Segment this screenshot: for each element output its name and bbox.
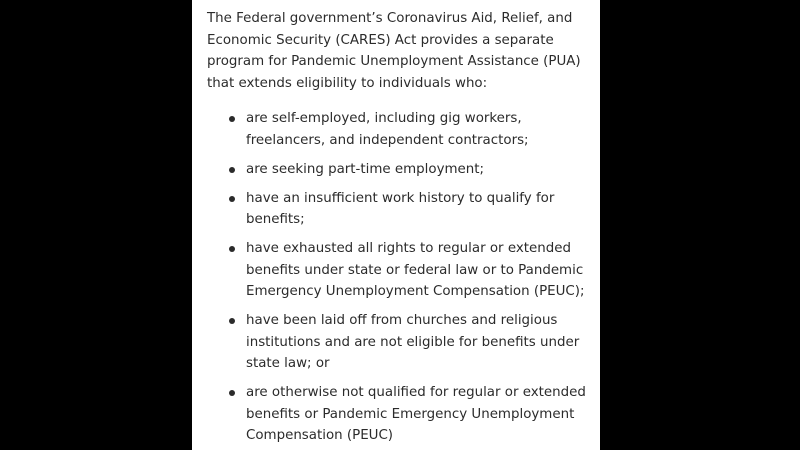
bullet-icon <box>229 246 235 252</box>
bullet-icon <box>229 196 235 202</box>
list-item-text: are otherwise not qualified for regular or extended benefits or Pandemic Emergency Unemployment Compensation (PEUC) <box>246 385 586 443</box>
list-item-text: have been laid off from churches and religious institutions and are not eligible for benefits under state law; or <box>246 313 580 371</box>
bullet-icon <box>229 390 235 396</box>
list-item <box>192 108 600 151</box>
intro-paragraph: The Federal government’s Coronavirus Aid, Relief, and Economic Security (CARES) Act provides a separate program for Pandemic Unemployment Assistance (PUA) that extends eligibility to individuals who: <box>207 11 581 91</box>
list-item <box>192 382 600 447</box>
bullet-icon <box>229 116 235 122</box>
list-item-text: are seeking part-time employment; <box>246 161 485 177</box>
list-item-text: have exhausted all rights to regular or extended benefits under state or federal law or to Pandemic Emergency Unemployment Compensation (PEUC); <box>246 241 585 299</box>
list-item <box>192 159 600 181</box>
bullet-icon <box>229 318 235 324</box>
bullet-icon <box>229 167 235 173</box>
list-item-text: have an insufficient work history to qualify for benefits; <box>246 190 555 227</box>
list-item <box>192 310 600 375</box>
list-item <box>192 238 600 303</box>
document-page <box>192 0 600 450</box>
list-item <box>192 188 600 231</box>
list-item-text: are self-employed, including gig workers, freelancers, and independent contractors; <box>246 111 529 148</box>
eligibility-list <box>192 108 600 450</box>
